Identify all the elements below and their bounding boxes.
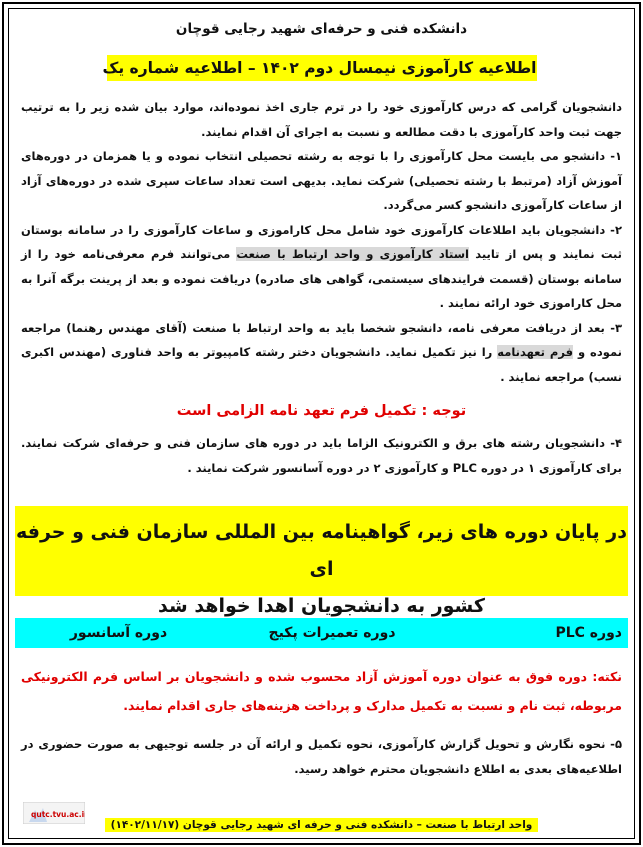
item-2-text-a: ۲- دانشجویان باید اطلاعات کارآموزی خود شامل محل کاراموزی و ساعات کارآموزی را در سامانه بوستان ثبت نمایند و پس از تایید: [21, 222, 622, 261]
institution-header: دانشکده فنی و حرفه‌ای شهید رجایی قوچان: [175, 21, 468, 37]
item-4-paragraph: ۴- دانشجویان رشته های برق و الکترونیک الزاما باید در دوره های سازمان فنی و حرفه‌ای شرکت نمایند. برای کارآموزی ۱ در دوره PLC و کارآموزی ۲ در دوره آسانسور شرکت نمایند .: [21, 436, 622, 475]
site-watermark-logo: [23, 802, 85, 824]
document-body: [8, 8, 635, 839]
item-3-highlight: فرم تعهدنامه: [497, 345, 574, 359]
item-3-text-b: را نیز تکمیل نماید. دانشجویان دختر رشته کامپیوتر به واحد فناوری (مهندس اکبری نسب) مراجعه نمایند .: [21, 345, 622, 384]
notice-heading: توجه : تکمیل فرم تعهد نامه الزامی است: [176, 403, 467, 419]
item-2-text-b: می‌توانند فرم معرفی‌نامه خود را از سامانه بوستان (قسمت فرایندهای سیستمی، گواهی های صادره) دریافت نموده و بعد از پرینت برگه آنرا به محل کاراموزی خود ارائه نمایند .: [21, 247, 622, 310]
item-2-paragraph: [21, 218, 622, 316]
red-note: نکته: دوره فوق به عنوان دوره آموزش آزاد محسوب شده و دانشجویان بر اساس فرم الکترونیکی مربوطه، ثبت نام و نسبت به تکمیل مدارک و پرداخت هزینه‌های جاری اقدام نمایند.: [21, 669, 622, 713]
banner-line-2: کشور به دانشجویان اهدا خواهد شد: [158, 595, 485, 617]
watermark-text: qutc.tvu.ac.ir: [31, 810, 85, 819]
banner-line-1: در پایان دوره های زیر، گواهینامه بین المللی سازمان فنی و حرفه ای: [15, 521, 627, 580]
footer-text: واحد ارتباط با صنعت – دانشکده فنی و حرفه ای شهید رجایی قوچان (۱۴۰۲/۱۱/۱۷): [105, 818, 539, 832]
course-package-repair: دوره تعمیرات پکیج: [268, 625, 396, 641]
course-elevator: دوره آسانسور: [69, 625, 168, 641]
footer: [9, 818, 634, 832]
item-3-text-a: ۳- بعد از دریافت معرفی نامه، دانشجو شخصا باید به واحد ارتباط با صنعت (آقای مهندس رهنما) مراجعه نموده و: [21, 320, 622, 359]
item-3-paragraph: [21, 316, 622, 390]
item-2-highlight: استاد کارآموزی و واحد ارتباط با صنعت: [236, 247, 469, 261]
announcement-title: اطلاعیه کارآموزی نیمسال دوم ۱۴۰۲ – اطلاعیه شماره یک: [107, 55, 537, 81]
item-5-paragraph: ۵- نحوه نگارش و تحویل گزارش کارآموزی، نحوه تکمیل و ارائه آن در جلسه توجیهی به صورت حضوری در اطلاعیه‌های بعدی به اطلاع دانشجویان محترم خواهد رسید.: [21, 737, 622, 776]
intro-paragraph: دانشجویان گرامی که درس کارآموزی خود را در ترم جاری اخذ نموده‌اند، موارد بیان شده زیر را به ترتیب جهت ثبت واحد کارآموزی با دقت مطالعه و نسبت به اجرای آن اقدام نمایند.: [21, 100, 622, 139]
course-plc: دوره PLC: [555, 625, 622, 641]
item-1-paragraph: ۱- دانشجو می بایست محل کارآموزی را با توجه به رشته تحصیلی انتخاب نموده و یا همزمان در دوره‌های آموزش آزاد (مرتبط با رشته تحصیلی) شرکت نماید. بدیهی است تعداد ساعات سپری شده در دوره‌های آزاد از ساعات کارآموزی دانشجو کسر می‌گردد.: [21, 149, 622, 212]
certificate-banner: [15, 506, 628, 617]
